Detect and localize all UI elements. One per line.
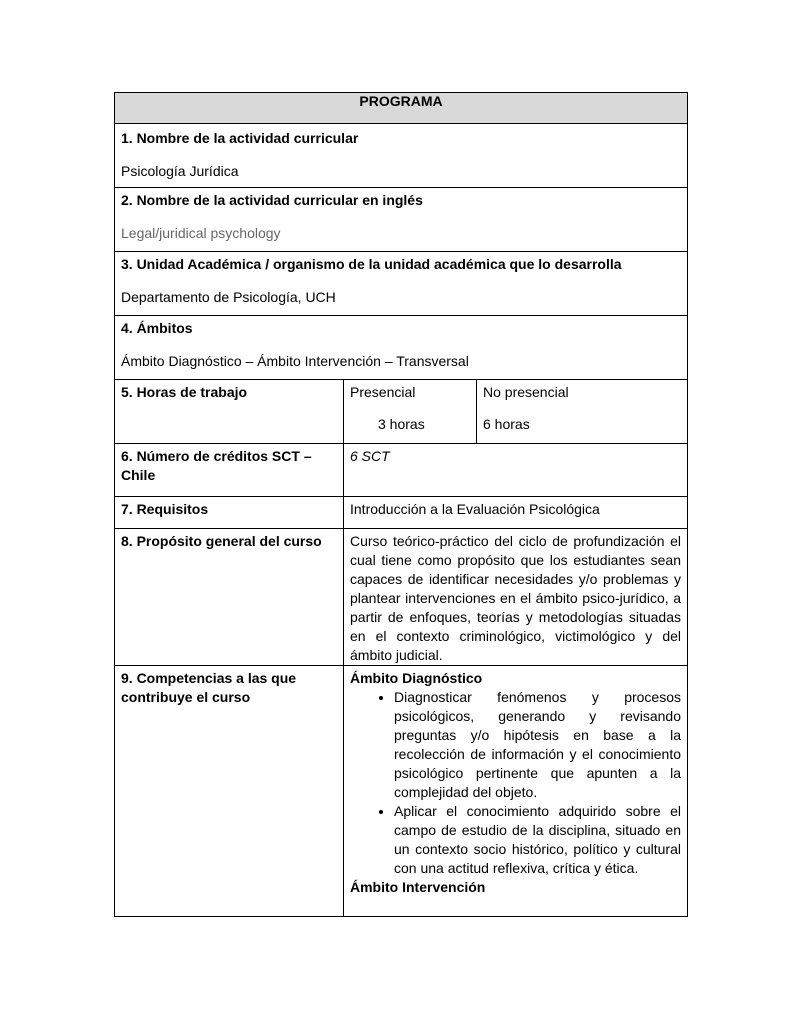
creditos-value: 6 SCT [350,448,390,464]
row-unidad-academica [115,252,688,316]
list-item: • Aplicar el conocimiento adquirido sobre el campo de estudio de la disciplina, situado en un contexto socio histórico, político y cultural con una actitud reflexiva, crítica y ética. [394,802,681,878]
competencias-list [350,688,681,878]
presencial-value: 3 horas [378,416,425,432]
row-creditos [115,444,688,497]
row-ambitos [115,316,688,380]
horas-label: 5. Horas de trabajo [121,384,248,400]
list-item: • Diagnosticar fenómenos y procesos psicológicos, generando y revisando preguntas y/o hipótesis en base a la recolección de información y el conocimiento psicológico pertinente que apunten a la complejidad del objeto. [394,688,681,802]
nombre-label: 1. Nombre de la actividad curricular [121,130,359,146]
requisitos-value: Introducción a la Evaluación Psicológica [350,501,600,517]
ambitos-value: Ámbito Diagnóstico – Ámbito Intervención – Transversal [121,353,469,369]
row-proposito [115,529,688,666]
requisitos-label: 7. Requisitos [121,501,209,517]
row-horas-trabajo [115,380,688,444]
ambito-intervencion-heading: Ámbito Intervención [350,879,486,895]
row-requisitos [115,497,688,529]
ambito-diagnostico-heading: Ámbito Diagnóstico [350,670,483,686]
nombre-ingles-value: Legal/juridical psychology [121,225,281,241]
row-nombre [115,124,688,188]
no-presencial-value: 6 horas [483,416,530,432]
nombre-ingles-label: 2. Nombre de la actividad curricular en inglés [121,192,423,208]
row-nombre-ingles [115,188,688,252]
program-title: PROGRAMA [115,93,688,124]
nombre-value: Psicología Jurídica [121,163,239,179]
presencial-label: Presencial [350,384,416,400]
creditos-label: 6. Número de créditos SCT – Chile [121,448,312,483]
unidad-academica-label: 3. Unidad Académica / organismo de la unidad académica que lo desarrolla [121,256,622,272]
ambitos-label: 4. Ámbitos [121,320,193,336]
proposito-label: 8. Propósito general del curso [121,533,322,549]
program-table [114,92,688,917]
unidad-academica-value: Departamento de Psicología, UCH [121,289,336,305]
no-presencial-label: No presencial [483,384,569,400]
program-header-row [115,93,688,124]
row-competencias [115,666,688,917]
competencias-label: 9. Competencias a las que contribuye el curso [121,670,297,705]
proposito-value: Curso teórico-práctico del ciclo de profundización el cual tiene como propósito que los estudiantes sean capaces de identificar necesidades y/o problemas y plantear intervenciones en el ámbito psico-jurídico, a partir de enfoques, teorías y metodologías situadas en el contexto criminológico, victimológico y del ámbito judicial. [350,533,681,663]
